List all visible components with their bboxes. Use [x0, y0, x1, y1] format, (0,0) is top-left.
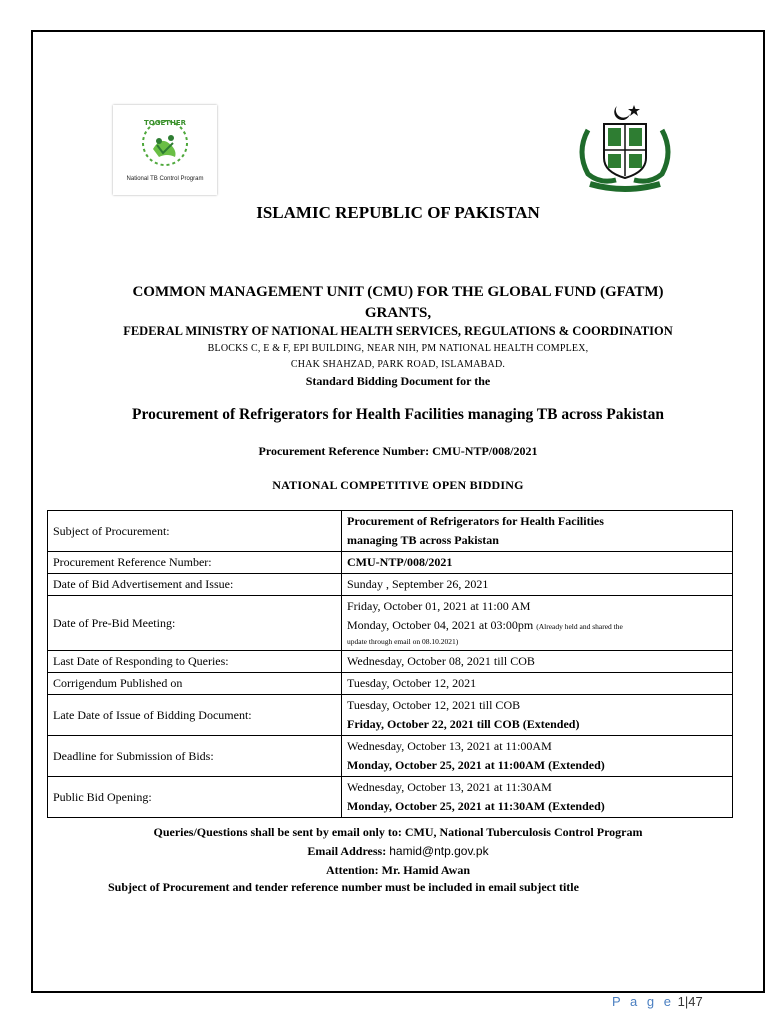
- table-row: [48, 511, 733, 552]
- issue-key: Late Date of Issue of Bidding Document:: [48, 695, 342, 736]
- prebid-value-line2-wrap: [347, 616, 727, 635]
- subject-value-line2: managing TB across Pakistan: [347, 533, 499, 547]
- ministry-heading: FEDERAL MINISTRY OF NATIONAL HEALTH SERVICES, REGULATIONS & COORDINATION: [123, 324, 673, 338]
- email-line: [31, 842, 765, 861]
- advertisement-key: Date of Bid Advertisement and Issue:: [48, 574, 342, 596]
- opening-value: [342, 777, 733, 818]
- prebid-value-line2: Monday, October 04, 2021 at 03:00pm: [347, 618, 534, 632]
- cmu-heading: [50, 282, 746, 324]
- advertisement-value: Sunday , September 26, 2021: [342, 574, 733, 596]
- table-row: [48, 552, 733, 574]
- opening-value-line2: Monday, October 25, 2021 at 11:30AM (Extended): [347, 799, 605, 813]
- procurement-schedule-table: [47, 510, 733, 818]
- issue-value: [342, 695, 733, 736]
- deadline-key: Deadline for Submission of Bids:: [48, 736, 342, 777]
- state-emblem: [570, 100, 680, 195]
- table-row: [48, 673, 733, 695]
- queries-instruction: Queries/Questions shall be sent by email only to: CMU, National Tuberculosis Control Program: [153, 825, 643, 839]
- table-row: [48, 736, 733, 777]
- subject-key: Subject of Procurement:: [48, 511, 342, 552]
- contact-block: [31, 823, 765, 880]
- email-label: Email Address:: [307, 844, 387, 858]
- bidding-method: NATIONAL COMPETITIVE OPEN BIDDING: [272, 478, 524, 492]
- queries-value: Wednesday, October 08, 2021 till COB: [342, 651, 733, 673]
- address-line-2: CHAK SHAHZAD, PARK ROAD, ISLAMABAD.: [290, 359, 506, 370]
- corrigendum-value: Tuesday, October 12, 2021: [342, 673, 733, 695]
- deadline-value: [342, 736, 733, 777]
- page-number: [612, 994, 703, 1009]
- email-address-link[interactable]: hamid@ntp.gov.pk: [389, 844, 489, 858]
- page-total: 47: [688, 994, 703, 1009]
- pakistan-emblem-icon: [570, 100, 680, 195]
- cmu-heading-line1: COMMON MANAGEMENT UNIT (CMU) FOR THE GLOBAL FUND (GFATM): [132, 284, 664, 300]
- attention-line: Attention: Mr. Hamid Awan: [326, 863, 470, 877]
- prebid-value: [342, 596, 733, 651]
- logo-caption: National TB Control Program: [126, 176, 204, 182]
- country-heading: ISLAMIC REPUBLIC OF PAKISTAN: [256, 203, 540, 222]
- table-row: [48, 777, 733, 818]
- logo-text: TOGETHER: [143, 119, 187, 127]
- queries-key: Last Date of Responding to Queries:: [48, 651, 342, 673]
- cmu-heading-line2: GRANTS,: [364, 305, 432, 321]
- table-row: [48, 695, 733, 736]
- procurement-title: Procurement of Refrigerators for Health Facilities managing TB across Pakistan: [132, 406, 664, 423]
- subject-value-line1: Procurement of Refrigerators for Health Facilities: [347, 514, 604, 528]
- page-label: P a g e: [612, 994, 674, 1009]
- opening-key: Public Bid Opening:: [48, 777, 342, 818]
- prebid-key: Date of Pre-Bid Meeting:: [48, 596, 342, 651]
- address-line-1: BLOCKS C, E & F, EPI BUILDING, NEAR NIH, PM NATIONAL HEALTH COMPLEX,: [207, 343, 589, 354]
- procurement-reference: Procurement Reference Number: CMU-NTP/008/2021: [258, 444, 538, 458]
- prebid-value-line1: Friday, October 01, 2021 at 11:00 AM: [347, 599, 531, 613]
- prebid-note-2: update through email on 08.10.2021): [347, 637, 459, 646]
- reference-key: Procurement Reference Number:: [48, 552, 342, 574]
- ntp-logo: [113, 105, 217, 195]
- corrigendum-key: Corrigendum Published on: [48, 673, 342, 695]
- subject-note: Subject of Procurement and tender reference number must be included in email subject title: [108, 880, 579, 894]
- table-row: [48, 651, 733, 673]
- reference-value: CMU-NTP/008/2021: [342, 552, 733, 574]
- sbd-label: Standard Bidding Document for the: [305, 374, 491, 388]
- opening-value-line1: Wednesday, October 13, 2021 at 11:30AM: [347, 780, 552, 794]
- subject-value: [342, 511, 733, 552]
- deadline-value-line1: Wednesday, October 13, 2021 at 11:00AM: [347, 739, 552, 753]
- table-row: [48, 574, 733, 596]
- deadline-value-line2: Monday, October 25, 2021 at 11:00AM (Extended): [347, 758, 605, 772]
- prebid-note-1: (Already held and shared the: [536, 622, 623, 631]
- page-separator: |: [684, 994, 689, 1009]
- issue-value-line1: Tuesday, October 12, 2021 till COB: [347, 698, 521, 712]
- issue-value-line2: Friday, October 22, 2021 till COB (Extended): [347, 717, 580, 731]
- table-row: [48, 596, 733, 651]
- page-current: 1: [677, 994, 685, 1009]
